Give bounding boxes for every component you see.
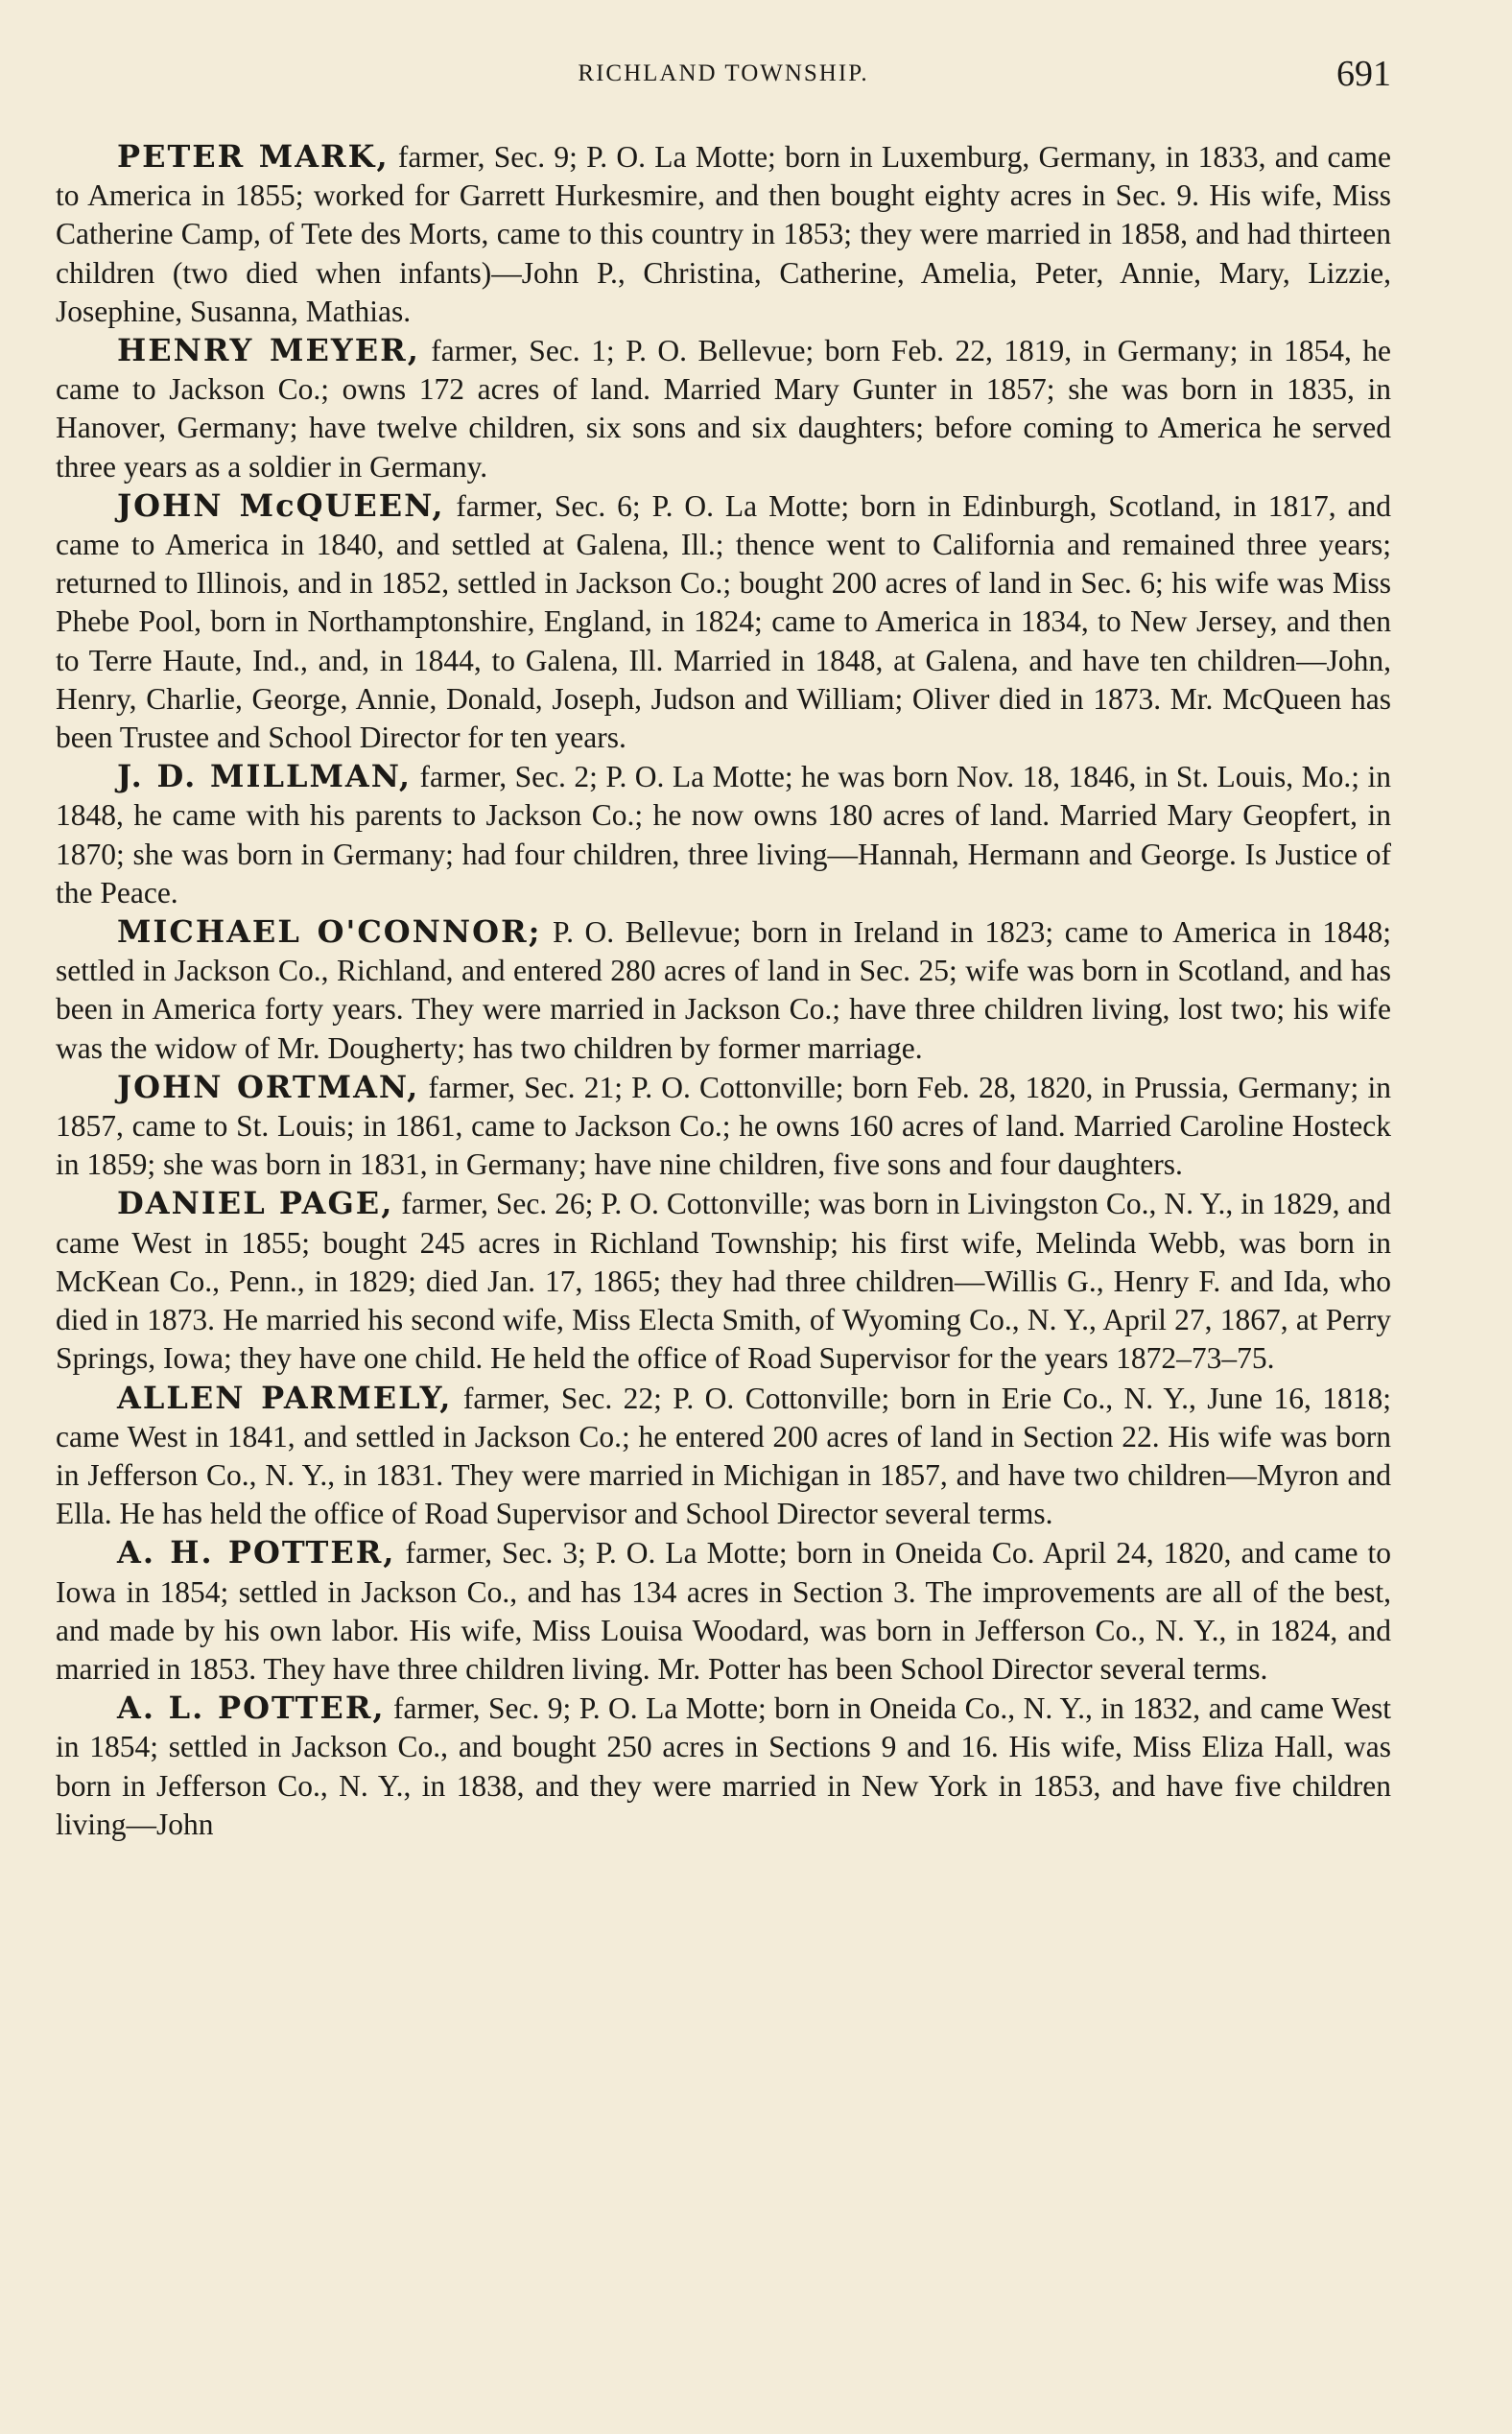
entry-name: JOHN McQUEEN, — [117, 486, 445, 524]
entry-name: A. L. POTTER, — [117, 1690, 386, 1727]
entry-name: JOHN ORTMAN, — [117, 1068, 420, 1105]
entry-text: farmer, Sec. 2; P. O. La Motte; he was born Nov. 18, 1846, in St. Louis, Mo.; in 1848, he came with his parents to Jackson Co.; he now owns 180 acres of land. Married Mary Geopfert, in 1870; she was born in Germany; had four children, three living—Hannah, Hermann and George. Is Justice of the Peace. — [56, 760, 1391, 910]
entry-text: farmer, Sec. 26; P. O. Cottonville; was born in Livingston Co., N. Y., in 1829, and came West in 1855; bought 245 acres in Richland Township; his first wife, Melinda Webb, was born in McKean Co., Penn., in 1829; died Jan. 17, 1865; they had three children—Willis G., Henry F. and Ida, who died in 1873. He married his second wife, Miss Electa Smith, of Wyoming Co., N. Y., April 27, 1867, at Perry Springs, Iowa; they have one child. He held the office of Road Supervisor for the years 1872–73–75. — [56, 1187, 1391, 1376]
entry-name: DANIEL PAGE, — [117, 1185, 394, 1222]
biography-entry — [56, 486, 1391, 757]
entry-name: J. D. MILLMAN, — [117, 758, 413, 795]
entry-name: PETER MARK, — [117, 138, 390, 175]
entry-text: farmer, Sec. 6; P. O. La Motte; born in Edinburgh, Scotland, in 1817, and came to America in 1840, and settled at Galena, Ill.; thence went to California and remained three years; returned to Illinois, and in 1852, settled in Jackson Co.; bought 200 acres of land in Sec. 6; his wife was Miss Phebe Pool, born in Northamptonshire, England, in 1824; came to America in 1834, to New Jersey, and then to Terre Haute, Ind., and, in 1844, to Galena, Ill. Married in 1848, at Galena, and have ten children—John, Henry, Charlie, George, Annie, Donald, Joseph, Judson and William; Oliver died in 1873. Mr. McQueen has been Trustee and School Director for ten years. — [56, 488, 1391, 755]
entry-text: farmer, Sec. 9; P. O. La Motte; born in Oneida Co., N. Y., in 1832, and came West in 1854; settled in Jackson Co., and bought 250 acres in Sections 9 and 16. His wife, Miss Eliza Hall, was born in Jefferson Co., N. Y., in 1838, and they were married in New York in 1853, and have five children living—John — [56, 1691, 1391, 1841]
biography-entry — [56, 757, 1391, 912]
page-header — [56, 53, 1391, 110]
entry-name: ALLEN PARMELY, — [117, 1379, 453, 1416]
biography-entry — [56, 1533, 1391, 1689]
entry-name: MICHAEL O'CONNOR; — [117, 913, 542, 951]
entry-text: farmer, Sec. 22; P. O. Cottonville; born in Erie Co., N. Y., June 16, 1818; came West in 1841, and settled in Jackson Co.; he entered 200 acres of land in Section 22. His wife was born in Jefferson Co., N. Y., in 1831. They were married in Michigan in 1857, and have two children—Myron and Ella. He has held the office of Road Supervisor and School Director several terms. — [56, 1381, 1391, 1531]
biography-entry — [56, 331, 1391, 486]
biography-entry — [56, 1379, 1391, 1534]
book-page — [56, 53, 1391, 1844]
entry-text: farmer, Sec. 9; P. O. La Motte; born in Luxemburg, Germany, in 1833, and came to America in 1855; worked for Garrett Hurkesmire, and then bought eighty acres in Sec. 9. His wife, Miss Catherine Camp, of Tete des Morts, came to this country in 1853; they were married in 1858, and had thirteen children (two died when infants)—John P., Christina, Catherine, Amelia, Peter, Annie, Mary, Lizzie, Josephine, Susanna, Mathias. — [56, 140, 1391, 328]
entry-name: HENRY MEYER, — [117, 332, 420, 369]
entry-text: farmer, Sec. 3; P. O. La Motte; born in Oneida Co. April 24, 1820, and came to Iowa in 1854; settled in Jackson Co., and has 134 acres in Section 3. The improvements are all of the best, and made by his own labor. His wife, Miss Louisa Woodard, was born in Jefferson Co., N. Y., in 1824, and married in 1853. They have three children living. Mr. Potter has been School Director several terms. — [56, 1536, 1392, 1686]
biography-entry — [56, 1689, 1391, 1844]
biography-entry — [56, 1184, 1391, 1378]
biography-entry — [56, 912, 1391, 1068]
biography-list — [56, 137, 1391, 1844]
entry-text: farmer, Sec. 21; P. O. Cottonville; born Feb. 28, 1820, in Prussia, Germany; in 1857, came to St. Louis; in 1861, came to Jackson Co.; he owns 160 acres of land. Married Caroline Hosteck in 1859; she was born in 1831, in Germany; have nine children, five sons and four daughters. — [56, 1070, 1391, 1182]
biography-entry — [56, 137, 1391, 331]
entry-text: P. O. Bellevue; born in Ireland in 1823; came to America in 1848; settled in Jackson Co., Richland, and entered 280 acres of land in Sec. 25; wife was born in Scotland, and has been in America forty years. They were married in Jackson Co.; have three children living, lost two; his wife was the widow of Mr. Dougherty; has two children by former marriage. — [56, 915, 1391, 1065]
entry-name: A. H. POTTER, — [117, 1534, 396, 1571]
page-number: 691 — [1336, 54, 1391, 94]
entry-text: farmer, Sec. 1; P. O. Bellevue; born Feb. 22, 1819, in Germany; in 1854, he came to Jackson Co.; owns 172 acres of land. Married Mary Gunter in 1857; she was born in 1835, in Hanover, Germany; have twelve children, six sons and six daughters; before coming to America he served three years as a soldier in Germany. — [56, 334, 1392, 484]
running-head: RICHLAND TOWNSHIP. — [578, 60, 869, 86]
biography-entry — [56, 1068, 1391, 1185]
